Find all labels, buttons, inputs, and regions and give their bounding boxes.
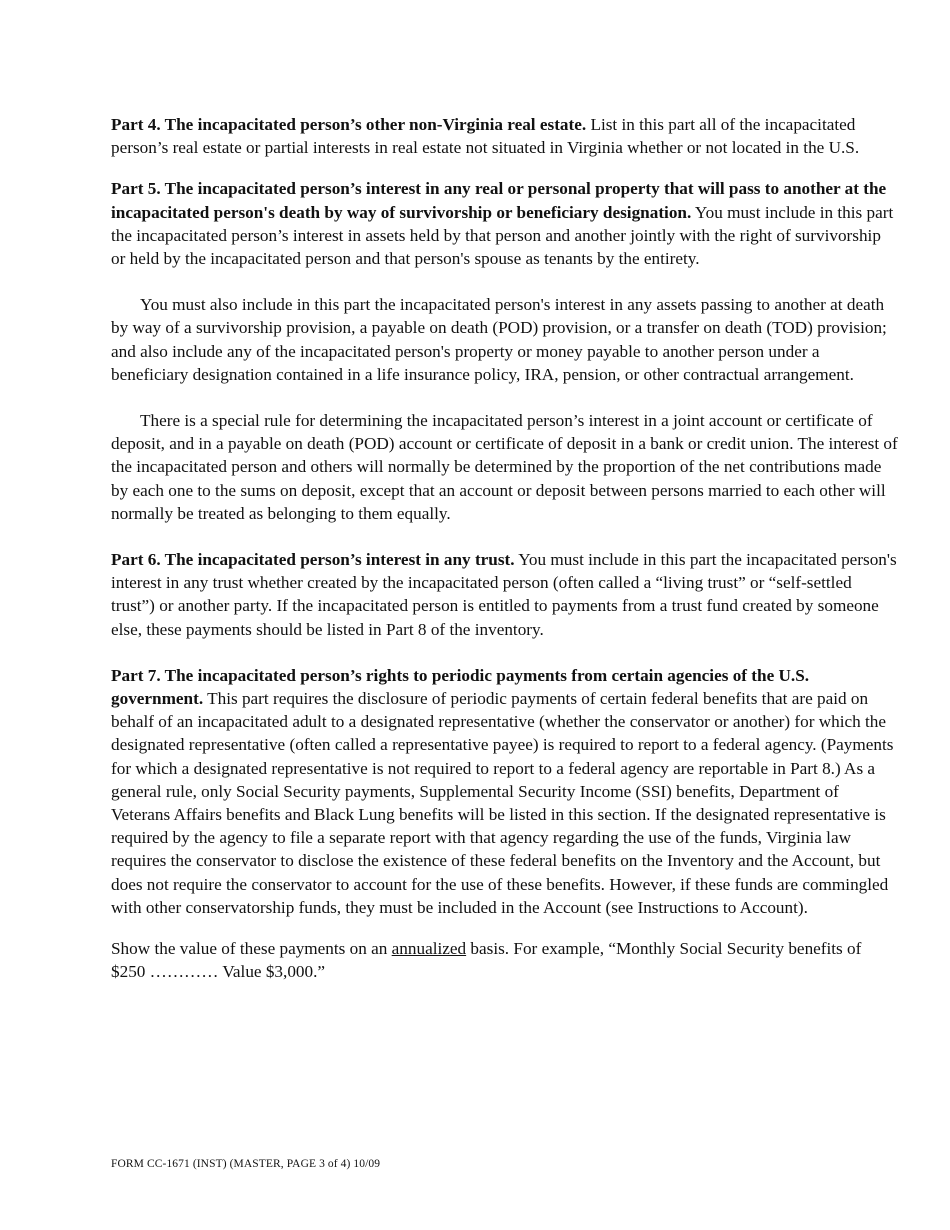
part4-paragraph: [111, 113, 898, 159]
part5-special-rule-paragraph: There is a special rule for determining the incapacitated person’s interest in a joint account or certificate of deposit, and in a payable on death (POD) account or certificate of deposit in a bank or credit union. The interest of the incapacitated person and others will normally be determined by the proportion of the net contributions made by each one to the sums on deposit, except that an account or deposit between persons married to each other will normally be treated as belonging to them equally.: [111, 411, 898, 523]
part5-body: You must include in this part the incapacitated person’s interest in assets held by that person and another jointly with the right of survivorship or held by the incapacitated person and that person's spouse as tenants by the entirety.: [111, 202, 894, 269]
part7-paragraph: [111, 664, 898, 919]
part6-heading: Part 6. The incapacitated person’s interest in any trust.: [111, 550, 515, 570]
part7-heading: Part 7. The incapacitated person’s rights to periodic payments from certain agencies of the U.S. government.: [111, 665, 810, 709]
part7-value-paragraph: [111, 937, 898, 983]
value-rest: basis. For example, “Monthly Social Security benefits of $250 ………… Value $3,000.”: [111, 939, 862, 982]
part6-paragraph: [111, 548, 898, 641]
part5-survivorship-paragraph: You must also include in this part the incapacitated person's interest in any assets passing to another at death by way of a survivorship provision, a payable on death (POD) provision, or a transfer on death (TOD) provision; and also include any of the incapacitated person's property or money payable to another person under a beneficiary designation contained in a life insurance policy, IRA, pension, or other contractual arrangement.: [111, 295, 887, 384]
annualized-underlined: annualized: [391, 939, 467, 959]
instructions-page: [111, 113, 898, 984]
part5-paragraph: [111, 177, 898, 270]
part4-heading: Part 4. The incapacitated person’s other non-Virginia real estate.: [111, 115, 587, 134]
form-footer: FORM CC-1671 (INST) (MASTER, PAGE 3 of 4) 10/09: [111, 1158, 381, 1170]
part6-body: You must include in this part the incapacitated person's interest in any trust whether created by the incapacitated person (often called a “living trust” or “self-settled trust”) or another party. If the incapacitated person is entitled to payments from a trust fund created by someone else, these payments should be listed in Part 8 of the inventory.: [111, 550, 897, 639]
part7-body: This part requires the disclosure of periodic payments of certain federal benefits that are paid on behalf of an incapacitated adult to a designated representative (whether the conservator or another) for which the designated representative (often called a representative payee) is required to report to a federal agency. (Payments for which a designated representative is not required to report to a federal agency are reportable in Part 8.) As a general rule, only Social Security payments, Supplemental Security Income (SSI) benefits, Department of Veterans Affairs benefits and Black Lung benefits will be listed in this section. If the designated representative is required by the agency to file a separate report with that agency regarding the use of the funds, Virginia law requires the conservator to disclose the existence of these federal benefits on the Inventory and the Account, but does not require the conservator to account for the use of these benefits. However, if these funds are commingled with other conservatorship funds, they must be included in the Account (see Instructions to Account).: [111, 689, 894, 917]
part5-heading: Part 5. The incapacitated person’s interest in any real or personal property that will pass to another at the incapacitated person's death by way of survivorship or beneficiary designation.: [111, 179, 887, 222]
value-intro: Show the value of these payments on an: [111, 939, 392, 959]
part4-body: List in this part all of the incapacitated person’s real estate or partial interests in real estate not situated in Virginia whether or not located in the U.S.: [111, 115, 860, 158]
